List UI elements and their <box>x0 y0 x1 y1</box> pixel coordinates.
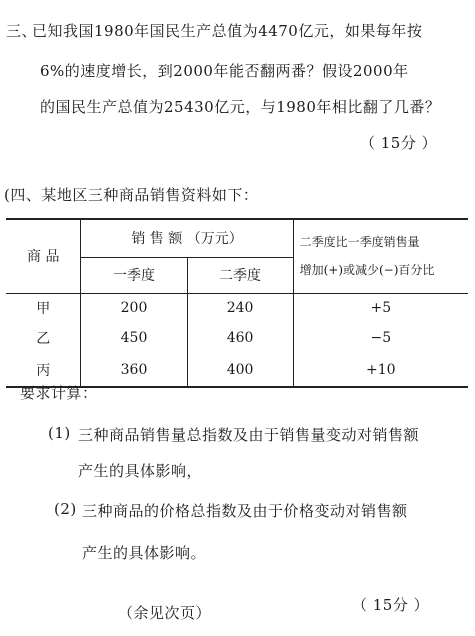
q3-score: （ 15分 ） <box>360 134 438 152</box>
header-change-line2: 增加(+)或减少(−)百分比 <box>299 263 435 278</box>
row-q2: 240 <box>187 293 293 323</box>
row-change: −5 <box>370 330 392 346</box>
next-page-note: （余见次页） <box>118 604 212 622</box>
row-q2: 400 <box>187 353 293 387</box>
sales-table <box>6 218 468 388</box>
item2-label: (2) <box>54 500 77 518</box>
item1-line1: 三种商品销售量总指数及由于销售量变动对销售额 <box>78 426 420 444</box>
header-q2: 二季度 <box>187 257 293 293</box>
requirement-heading: 要求计算： <box>20 384 98 402</box>
row-q2: 460 <box>187 323 293 353</box>
q4-score: （ 15分 ） <box>352 596 430 614</box>
table-row <box>6 323 468 353</box>
header-product: 商 品 <box>6 219 81 293</box>
header-change <box>293 219 468 293</box>
q3-line2: 6%的速度增长，到2000年能否翻两番？假设2000年 <box>40 62 409 80</box>
header-q1: 一季度 <box>81 257 187 293</box>
q3-line1: 已知我国1980年国民生产总值为4470亿元，如果每年按 <box>32 22 423 40</box>
header-sales: 销 售 额 （万元） <box>81 219 293 257</box>
q4-heading: (四、某地区三种商品销售资料如下： <box>4 186 259 204</box>
header-change-line1: 二季度比一季度销售量 <box>299 235 420 250</box>
item2-line1: 三种商品的价格总指数及由于价格变动对销售额 <box>82 502 408 520</box>
table-row <box>6 293 468 323</box>
row-change: +5 <box>370 300 392 317</box>
row-product: 丙 <box>6 353 81 387</box>
row-q1: 450 <box>81 323 187 353</box>
item1-line2: 产生的具体影响， <box>78 462 203 480</box>
row-product: 乙 <box>6 323 81 353</box>
item2-line2: 产生的具体影响。 <box>82 544 207 562</box>
row-change: +10 <box>293 353 468 387</box>
row-product: 甲 <box>6 293 81 323</box>
item1-label: (1) <box>48 424 71 442</box>
q3-number: 三、 <box>6 22 38 40</box>
row-q1: 200 <box>81 293 187 323</box>
q3-line3: 的国民生产总值为25430亿元，与1980年相比翻了几番？ <box>40 98 441 116</box>
row-q1: 360 <box>81 353 187 387</box>
